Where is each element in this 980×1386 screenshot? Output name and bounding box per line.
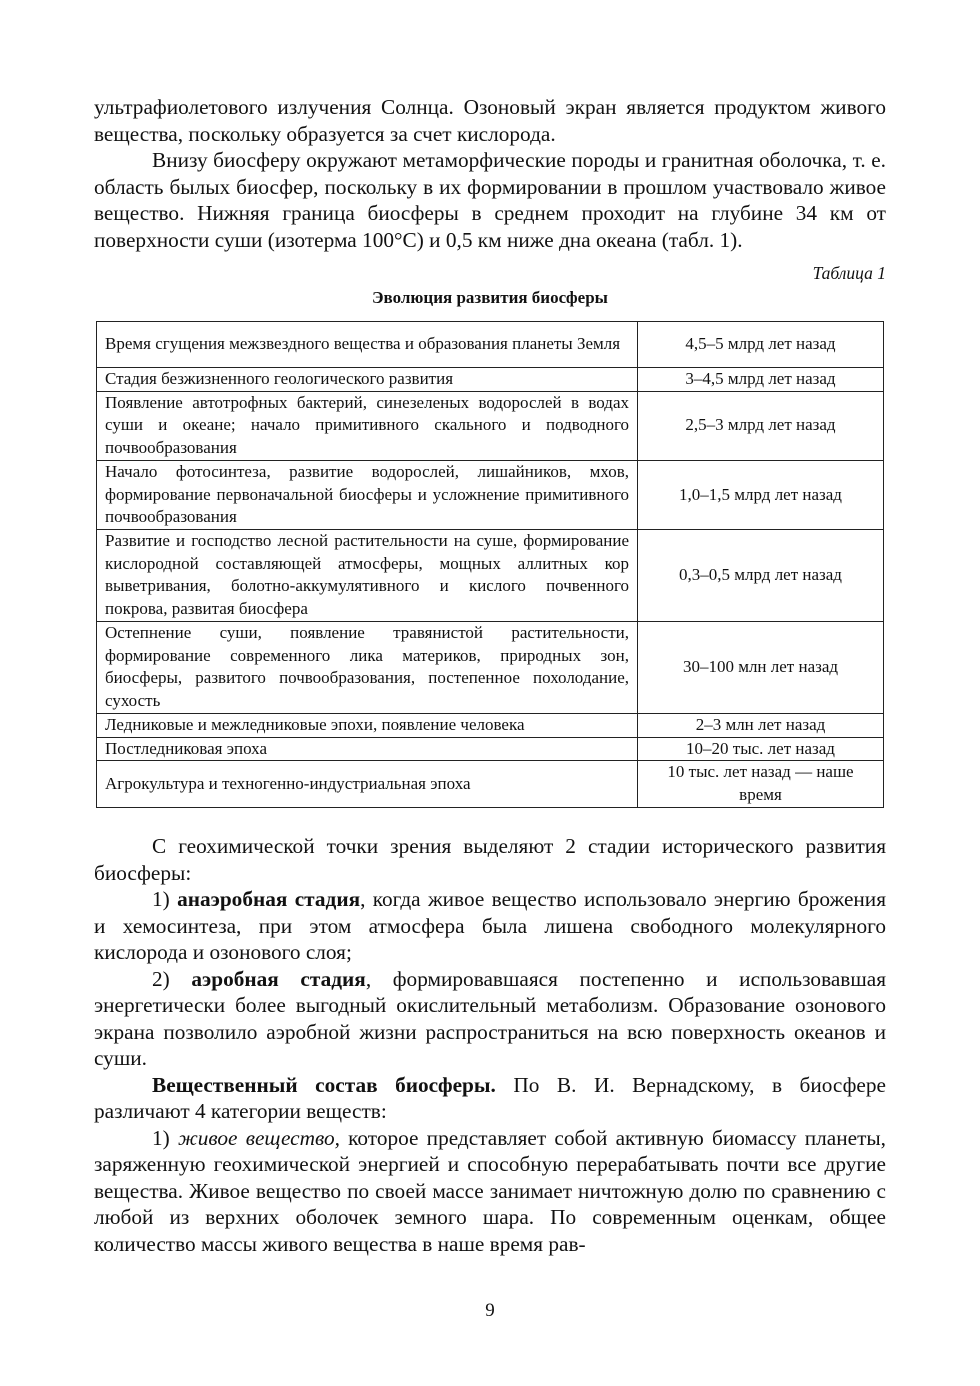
table-label: Таблица 1 bbox=[812, 263, 886, 283]
table-cell-description: Время сгущения межзвездного вещества и образования планеты Земля bbox=[97, 322, 638, 368]
table-row bbox=[97, 713, 884, 737]
table-cell-description: Развитие и господство лесной растительности на суше, формирование кислородной составляющей атмосферы, мощных аллитных кор выветривания, болотно-аккумулятивного и кислого почвенного покрова, развитая биосфера bbox=[97, 529, 638, 621]
stage-1-number: 1) bbox=[152, 887, 170, 911]
table-row bbox=[97, 529, 884, 621]
category-1-text: которое представляет собой активную биомассу планеты, заряженную геохимической энергией и способную перерабатывать почти все другие вещества. Живое вещество по своей массе занимает ничтожную долю по сравнению с любой из верхних оболочек земного шара. По современным оценкам, общее количество массы живого вещества в наше время рав- bbox=[94, 1125, 887, 1256]
table-cell-period: 4,5–5 млрд лет назад bbox=[638, 322, 884, 368]
table-cell-description: Стадия безжизненного геологического развития bbox=[97, 368, 638, 392]
table-row bbox=[97, 737, 884, 761]
table-cell-description: Постледниковая эпоха bbox=[97, 737, 638, 761]
stage-1-item bbox=[94, 886, 886, 966]
stage-1-text: , когда живое вещество использовало энергию брожения и хемосинтеза, при этом атмосфера была лишена свободного молекулярного кислорода и озонового слоя; bbox=[94, 887, 886, 964]
composition-text: По В. И. Вернадскому, в биосфере различают 4 категории веществ: bbox=[94, 1072, 886, 1123]
table-cell-description: Появление автотрофных бактерий, синезеленых водорослей в водах суши и океане; начало примитивного скального и подводного почвообразования bbox=[97, 391, 638, 460]
table-row bbox=[97, 460, 884, 529]
stage-1-term: анаэробная стадия bbox=[177, 887, 361, 911]
composition-heading: Вещественный состав биосферы. bbox=[152, 1072, 496, 1097]
stage-2-text: , формировавшаяся постепенно и использовавшая энергетически более выгодный окислительный метаболизм. Образование озонового экрана позволило аэробной жизни распространиться на всю поверхность океанов и суши. bbox=[94, 966, 887, 1070]
category-1-term: живое вещество, bbox=[177, 1125, 340, 1150]
table-row bbox=[97, 391, 884, 460]
paragraph-composition bbox=[94, 1072, 886, 1125]
paragraph-stages-intro: С геохимической точки зрения выделяют 2 стадии исторического развития биосферы: bbox=[94, 834, 886, 885]
table-cell-description: Ледниковые и межледниковые эпохи, появление человека bbox=[97, 713, 638, 737]
intro-text bbox=[94, 94, 886, 253]
stage-2-number: 2) bbox=[152, 966, 170, 991]
table-cell-period: 30–100 млн лет назад bbox=[638, 621, 884, 713]
table-cell-period: 1,0–1,5 млрд лет назад bbox=[638, 460, 884, 529]
table-cell-description: Остепнение суши, появление травянистой растительности, формирование современного лика материков, природных зон, биосферы, развитого почвообразования, постепенное похолодание, сухость bbox=[97, 621, 638, 713]
table-row bbox=[97, 368, 884, 392]
table-row bbox=[97, 322, 884, 368]
paragraph-ozone: ультрафиолетового излучения Солнца. Озоновый экран является продуктом живого вещества, поскольку образуется за счет кислорода. bbox=[94, 95, 886, 146]
page-number: 9 bbox=[485, 1300, 495, 1321]
evolution-table bbox=[96, 321, 884, 808]
category-1-item bbox=[94, 1125, 886, 1258]
table-cell-description: Начало фотосинтеза, развитие водорослей, лишайников, мхов, формирование первоначальной биосферы и усложнение примитивного почвообразования bbox=[97, 460, 638, 529]
table-cell-period: 2–3 млн лет назад bbox=[638, 713, 884, 737]
stage-2-item bbox=[94, 966, 886, 1072]
paragraph-lower-boundary: Внизу биосферу окружают метаморфические породы и гранитная оболочка, т. е. область былых биосфер, поскольку в их формировании в прошлом участвовало живое вещество. Нижняя граница биосферы в среднем проходит на глубине 34 км от поверхности суши (изотерма 100°С) и 0,5 км ниже дна океана (табл. 1). bbox=[94, 148, 886, 252]
stage-2-term: аэробная стадия bbox=[191, 966, 366, 991]
table-row bbox=[97, 761, 884, 807]
table-cell-period: 10 тыс. лет назад — наше время bbox=[638, 761, 884, 807]
table-cell-period: 3–4,5 млрд лет назад bbox=[638, 368, 884, 392]
table-cell-description: Агрокультура и техногенно-индустриальная эпоха bbox=[97, 761, 638, 807]
table-cell-period: 2,5–3 млрд лет назад bbox=[638, 391, 884, 460]
table-row bbox=[97, 621, 884, 713]
body-text bbox=[94, 833, 886, 1257]
category-1-number: 1) bbox=[152, 1125, 170, 1150]
table-cell-period: 0,3–0,5 млрд лет назад bbox=[638, 529, 884, 621]
table-title: Эволюция развития биосферы bbox=[372, 288, 608, 307]
table-cell-period: 10–20 тыс. лет назад bbox=[638, 737, 884, 761]
